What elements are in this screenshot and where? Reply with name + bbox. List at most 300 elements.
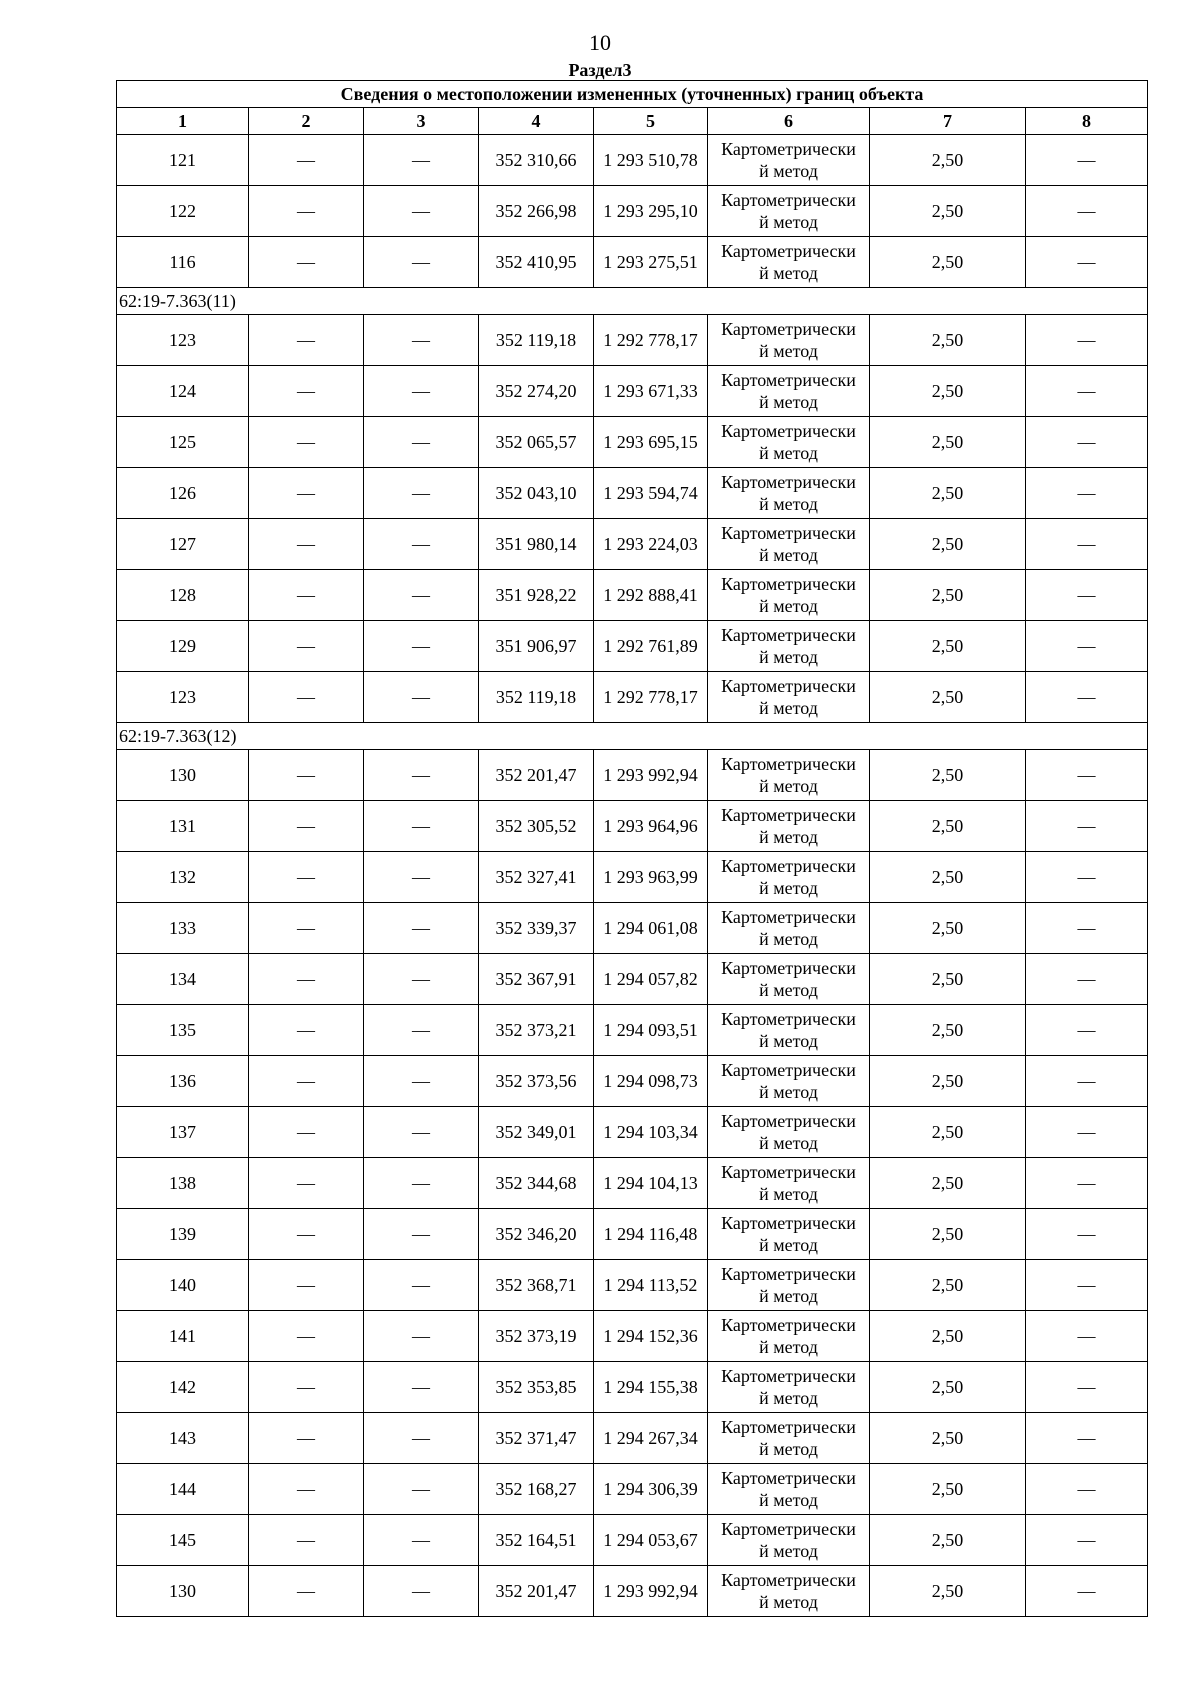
point-number-cell: 128 <box>117 570 249 621</box>
col8-cell: — <box>1026 1107 1148 1158</box>
method-line-2: й метод <box>759 1439 818 1459</box>
x-coordinate-cell: 351 980,14 <box>479 519 594 570</box>
col8-cell: — <box>1026 1158 1148 1209</box>
section-label: Раздел3 <box>568 60 632 80</box>
method-line-1: Картометрически <box>721 625 856 645</box>
method-cell <box>708 852 870 903</box>
method-line-1: Картометрически <box>721 1111 856 1131</box>
col3-cell: — <box>364 801 479 852</box>
y-coordinate-cell: 1 294 113,52 <box>594 1260 708 1311</box>
col2-cell: — <box>249 1413 364 1464</box>
y-coordinate-cell: 1 294 098,73 <box>594 1056 708 1107</box>
method-line-1: Картометрически <box>721 1366 856 1386</box>
y-coordinate-cell: 1 294 057,82 <box>594 954 708 1005</box>
method-line-1: Картометрически <box>721 754 856 774</box>
col2-cell: — <box>249 1056 364 1107</box>
col3-cell: — <box>364 186 479 237</box>
col2-cell: — <box>249 1209 364 1260</box>
col2-cell: — <box>249 1362 364 1413</box>
col2-cell: — <box>249 1158 364 1209</box>
method-line-2: й метод <box>759 980 818 1000</box>
point-number-cell: 131 <box>117 801 249 852</box>
method-cell <box>708 1413 870 1464</box>
col8-cell: — <box>1026 903 1148 954</box>
accuracy-cell: 2,50 <box>870 519 1026 570</box>
method-line-2: й метод <box>759 443 818 463</box>
method-line-1: Картометрически <box>721 1060 856 1080</box>
method-cell <box>708 1005 870 1056</box>
method-line-1: Картометрически <box>721 907 856 927</box>
column-number-2: 2 <box>249 108 364 135</box>
point-number-cell: 121 <box>117 135 249 186</box>
point-number-cell: 132 <box>117 852 249 903</box>
point-number-cell: 123 <box>117 315 249 366</box>
method-line-2: й метод <box>759 596 818 616</box>
method-line-2: й метод <box>759 263 818 283</box>
col3-cell: — <box>364 852 479 903</box>
method-line-1: Картометрически <box>721 523 856 543</box>
accuracy-cell: 2,50 <box>870 570 1026 621</box>
method-line-2: й метод <box>759 212 818 232</box>
method-line-1: Картометрически <box>721 139 856 159</box>
x-coordinate-cell: 352 367,91 <box>479 954 594 1005</box>
col8-cell: — <box>1026 1311 1148 1362</box>
x-coordinate-cell: 352 373,21 <box>479 1005 594 1056</box>
method-line-1: Картометрически <box>721 1162 856 1182</box>
x-coordinate-cell: 352 346,20 <box>479 1209 594 1260</box>
x-coordinate-cell: 351 928,22 <box>479 570 594 621</box>
col8-cell: — <box>1026 1260 1148 1311</box>
y-coordinate-cell: 1 292 778,17 <box>594 315 708 366</box>
method-cell <box>708 519 870 570</box>
accuracy-cell: 2,50 <box>870 1362 1026 1413</box>
group-header-row <box>117 723 1148 750</box>
col3-cell: — <box>364 135 479 186</box>
column-number-7: 7 <box>870 108 1026 135</box>
point-number-cell: 130 <box>117 1566 249 1617</box>
method-line-2: й метод <box>759 1337 818 1357</box>
col2-cell: — <box>249 417 364 468</box>
method-line-1: Картометрически <box>721 676 856 696</box>
method-line-2: й метод <box>759 1388 818 1408</box>
method-line-2: й метод <box>759 1082 818 1102</box>
col2-cell: — <box>249 621 364 672</box>
col3-cell: — <box>364 1362 479 1413</box>
method-line-1: Картометрически <box>721 319 856 339</box>
accuracy-cell: 2,50 <box>870 1515 1026 1566</box>
col8-cell: — <box>1026 1515 1148 1566</box>
x-coordinate-cell: 352 349,01 <box>479 1107 594 1158</box>
col8-cell: — <box>1026 237 1148 288</box>
method-line-2: й метод <box>759 161 818 181</box>
table-row <box>117 1158 1148 1209</box>
col2-cell: — <box>249 468 364 519</box>
col3-cell: — <box>364 750 479 801</box>
column-number-8: 8 <box>1026 108 1148 135</box>
method-line-1: Картометрически <box>721 1519 856 1539</box>
method-cell <box>708 1056 870 1107</box>
table-body <box>117 135 1148 1617</box>
point-number-cell: 137 <box>117 1107 249 1158</box>
method-line-2: й метод <box>759 1235 818 1255</box>
col2-cell: — <box>249 1311 364 1362</box>
accuracy-cell: 2,50 <box>870 1311 1026 1362</box>
col2-cell: — <box>249 570 364 621</box>
method-line-2: й метод <box>759 776 818 796</box>
col3-cell: — <box>364 1260 479 1311</box>
table-row <box>117 954 1148 1005</box>
col2-cell: — <box>249 1515 364 1566</box>
method-cell <box>708 366 870 417</box>
col2-cell: — <box>249 903 364 954</box>
col8-cell: — <box>1026 1056 1148 1107</box>
table-row <box>117 135 1148 186</box>
method-cell <box>708 315 870 366</box>
x-coordinate-cell: 352 371,47 <box>479 1413 594 1464</box>
col8-cell: — <box>1026 1566 1148 1617</box>
table-row <box>117 621 1148 672</box>
x-coordinate-cell: 352 065,57 <box>479 417 594 468</box>
col3-cell: — <box>364 519 479 570</box>
x-coordinate-cell: 352 410,95 <box>479 237 594 288</box>
col8-cell: — <box>1026 801 1148 852</box>
y-coordinate-cell: 1 293 275,51 <box>594 237 708 288</box>
accuracy-cell: 2,50 <box>870 672 1026 723</box>
method-line-2: й метод <box>759 494 818 514</box>
accuracy-cell: 2,50 <box>870 750 1026 801</box>
x-coordinate-cell: 352 119,18 <box>479 672 594 723</box>
accuracy-cell: 2,50 <box>870 852 1026 903</box>
y-coordinate-cell: 1 293 224,03 <box>594 519 708 570</box>
accuracy-cell: 2,50 <box>870 468 1026 519</box>
col2-cell: — <box>249 237 364 288</box>
col2-cell: — <box>249 186 364 237</box>
col3-cell: — <box>364 1056 479 1107</box>
x-coordinate-cell: 352 373,19 <box>479 1311 594 1362</box>
point-number-cell: 142 <box>117 1362 249 1413</box>
y-coordinate-cell: 1 293 963,99 <box>594 852 708 903</box>
method-cell <box>708 1209 870 1260</box>
method-line-1: Картометрически <box>721 370 856 390</box>
x-coordinate-cell: 352 168,27 <box>479 1464 594 1515</box>
method-cell <box>708 1515 870 1566</box>
method-cell <box>708 1107 870 1158</box>
method-line-1: Картометрически <box>721 1264 856 1284</box>
point-number-cell: 133 <box>117 903 249 954</box>
method-cell <box>708 672 870 723</box>
y-coordinate-cell: 1 294 152,36 <box>594 1311 708 1362</box>
col8-cell: — <box>1026 417 1148 468</box>
col3-cell: — <box>364 1158 479 1209</box>
method-cell <box>708 1464 870 1515</box>
col8-cell: — <box>1026 468 1148 519</box>
accuracy-cell: 2,50 <box>870 621 1026 672</box>
accuracy-cell: 2,50 <box>870 1107 1026 1158</box>
col2-cell: — <box>249 315 364 366</box>
y-coordinate-cell: 1 293 992,94 <box>594 1566 708 1617</box>
x-coordinate-cell: 352 353,85 <box>479 1362 594 1413</box>
col8-cell: — <box>1026 672 1148 723</box>
method-cell <box>708 1566 870 1617</box>
col3-cell: — <box>364 570 479 621</box>
method-line-2: й метод <box>759 647 818 667</box>
table-row <box>117 417 1148 468</box>
y-coordinate-cell: 1 294 116,48 <box>594 1209 708 1260</box>
accuracy-cell: 2,50 <box>870 1158 1026 1209</box>
col8-cell: — <box>1026 570 1148 621</box>
accuracy-cell: 2,50 <box>870 1209 1026 1260</box>
col3-cell: — <box>364 621 479 672</box>
col3-cell: — <box>364 672 479 723</box>
table-row <box>117 237 1148 288</box>
y-coordinate-cell: 1 294 267,34 <box>594 1413 708 1464</box>
method-line-2: й метод <box>759 1592 818 1612</box>
col2-cell: — <box>249 801 364 852</box>
method-cell <box>708 468 870 519</box>
method-line-1: Картометрически <box>721 1468 856 1488</box>
col8-cell: — <box>1026 1005 1148 1056</box>
x-coordinate-cell: 352 266,98 <box>479 186 594 237</box>
method-cell <box>708 1311 870 1362</box>
method-cell <box>708 1362 870 1413</box>
col2-cell: — <box>249 750 364 801</box>
table-row <box>117 1005 1148 1056</box>
col2-cell: — <box>249 1464 364 1515</box>
method-cell <box>708 417 870 468</box>
method-cell <box>708 135 870 186</box>
col3-cell: — <box>364 315 479 366</box>
col8-cell: — <box>1026 954 1148 1005</box>
col3-cell: — <box>364 237 479 288</box>
accuracy-cell: 2,50 <box>870 1056 1026 1107</box>
table-row <box>117 852 1148 903</box>
col8-cell: — <box>1026 366 1148 417</box>
point-number-cell: 136 <box>117 1056 249 1107</box>
col3-cell: — <box>364 1005 479 1056</box>
col3-cell: — <box>364 1566 479 1617</box>
table-row <box>117 468 1148 519</box>
method-line-1: Картометрически <box>721 190 856 210</box>
col2-cell: — <box>249 1260 364 1311</box>
method-line-2: й метод <box>759 1490 818 1510</box>
method-line-2: й метод <box>759 1133 818 1153</box>
point-number-cell: 138 <box>117 1158 249 1209</box>
method-line-2: й метод <box>759 1031 818 1051</box>
y-coordinate-cell: 1 293 671,33 <box>594 366 708 417</box>
table-row <box>117 1362 1148 1413</box>
x-coordinate-cell: 352 201,47 <box>479 1566 594 1617</box>
accuracy-cell: 2,50 <box>870 417 1026 468</box>
column-number-4: 4 <box>479 108 594 135</box>
point-number-cell: 125 <box>117 417 249 468</box>
table-row <box>117 1515 1148 1566</box>
table-row <box>117 1311 1148 1362</box>
col2-cell: — <box>249 135 364 186</box>
method-line-2: й метод <box>759 698 818 718</box>
accuracy-cell: 2,50 <box>870 366 1026 417</box>
table-row <box>117 1107 1148 1158</box>
point-number-cell: 145 <box>117 1515 249 1566</box>
col2-cell: — <box>249 1566 364 1617</box>
col8-cell: — <box>1026 519 1148 570</box>
point-number-cell: 134 <box>117 954 249 1005</box>
method-line-2: й метод <box>759 878 818 898</box>
table-row <box>117 186 1148 237</box>
x-coordinate-cell: 352 368,71 <box>479 1260 594 1311</box>
y-coordinate-cell: 1 294 061,08 <box>594 903 708 954</box>
table-row <box>117 315 1148 366</box>
method-line-2: й метод <box>759 341 818 361</box>
col8-cell: — <box>1026 1413 1148 1464</box>
y-coordinate-cell: 1 293 695,15 <box>594 417 708 468</box>
y-coordinate-cell: 1 294 155,38 <box>594 1362 708 1413</box>
y-coordinate-cell: 1 293 594,74 <box>594 468 708 519</box>
col3-cell: — <box>364 1413 479 1464</box>
method-line-1: Картометрически <box>721 1213 856 1233</box>
method-cell <box>708 750 870 801</box>
y-coordinate-cell: 1 294 053,67 <box>594 1515 708 1566</box>
method-cell <box>708 621 870 672</box>
accuracy-cell: 2,50 <box>870 1464 1026 1515</box>
col2-cell: — <box>249 519 364 570</box>
method-line-2: й метод <box>759 827 818 847</box>
x-coordinate-cell: 352 327,41 <box>479 852 594 903</box>
point-number-cell: 122 <box>117 186 249 237</box>
table-row <box>117 801 1148 852</box>
point-number-cell: 123 <box>117 672 249 723</box>
x-coordinate-cell: 352 305,52 <box>479 801 594 852</box>
method-line-1: Картометрически <box>721 1315 856 1335</box>
method-line-1: Картометрически <box>721 856 856 876</box>
column-number-5: 5 <box>594 108 708 135</box>
x-coordinate-cell: 352 344,68 <box>479 1158 594 1209</box>
method-line-2: й метод <box>759 1286 818 1306</box>
col8-cell: — <box>1026 852 1148 903</box>
y-coordinate-cell: 1 294 306,39 <box>594 1464 708 1515</box>
col8-cell: — <box>1026 186 1148 237</box>
col8-cell: — <box>1026 1464 1148 1515</box>
method-cell <box>708 1260 870 1311</box>
x-coordinate-cell: 352 201,47 <box>479 750 594 801</box>
table-row <box>117 1413 1148 1464</box>
y-coordinate-cell: 1 294 104,13 <box>594 1158 708 1209</box>
x-coordinate-cell: 352 164,51 <box>479 1515 594 1566</box>
col3-cell: — <box>364 366 479 417</box>
x-coordinate-cell: 352 373,56 <box>479 1056 594 1107</box>
table-row <box>117 1566 1148 1617</box>
col3-cell: — <box>364 954 479 1005</box>
y-coordinate-cell: 1 293 992,94 <box>594 750 708 801</box>
point-number-cell: 130 <box>117 750 249 801</box>
y-coordinate-cell: 1 292 888,41 <box>594 570 708 621</box>
accuracy-cell: 2,50 <box>870 1566 1026 1617</box>
method-line-1: Картометрически <box>721 805 856 825</box>
point-number-cell: 126 <box>117 468 249 519</box>
method-cell <box>708 903 870 954</box>
y-coordinate-cell: 1 294 103,34 <box>594 1107 708 1158</box>
point-number-cell: 116 <box>117 237 249 288</box>
col8-cell: — <box>1026 621 1148 672</box>
method-cell <box>708 1158 870 1209</box>
y-coordinate-cell: 1 293 295,10 <box>594 186 708 237</box>
point-number-cell: 135 <box>117 1005 249 1056</box>
method-line-2: й метод <box>759 545 818 565</box>
table-row <box>117 672 1148 723</box>
y-coordinate-cell: 1 294 093,51 <box>594 1005 708 1056</box>
col8-cell: — <box>1026 315 1148 366</box>
table-row <box>117 1464 1148 1515</box>
accuracy-cell: 2,50 <box>870 954 1026 1005</box>
point-number-cell: 140 <box>117 1260 249 1311</box>
accuracy-cell: 2,50 <box>870 801 1026 852</box>
y-coordinate-cell: 1 293 510,78 <box>594 135 708 186</box>
col3-cell: — <box>364 1209 479 1260</box>
accuracy-cell: 2,50 <box>870 315 1026 366</box>
table-row <box>117 570 1148 621</box>
table-row <box>117 1209 1148 1260</box>
method-line-1: Картометрически <box>721 241 856 261</box>
method-cell <box>708 570 870 621</box>
x-coordinate-cell: 351 906,97 <box>479 621 594 672</box>
y-coordinate-cell: 1 292 778,17 <box>594 672 708 723</box>
method-cell <box>708 186 870 237</box>
table-title: Сведения о местоположении измененных (уточненных) границ объекта <box>117 81 1148 108</box>
point-number-cell: 141 <box>117 1311 249 1362</box>
method-line-1: Картометрически <box>721 472 856 492</box>
point-number-cell: 127 <box>117 519 249 570</box>
col2-cell: — <box>249 366 364 417</box>
accuracy-cell: 2,50 <box>870 1005 1026 1056</box>
boundary-coordinates-table <box>116 80 1148 1617</box>
method-line-1: Картометрически <box>721 1009 856 1029</box>
col8-cell: — <box>1026 750 1148 801</box>
accuracy-cell: 2,50 <box>870 186 1026 237</box>
column-number-6: 6 <box>708 108 870 135</box>
method-line-2: й метод <box>759 1541 818 1561</box>
accuracy-cell: 2,50 <box>870 237 1026 288</box>
point-number-cell: 144 <box>117 1464 249 1515</box>
method-line-1: Картометрически <box>721 421 856 441</box>
table-row <box>117 1260 1148 1311</box>
col2-cell: — <box>249 954 364 1005</box>
x-coordinate-cell: 352 310,66 <box>479 135 594 186</box>
method-line-2: й метод <box>759 1184 818 1204</box>
method-line-1: Картометрически <box>721 574 856 594</box>
accuracy-cell: 2,50 <box>870 135 1026 186</box>
point-number-cell: 143 <box>117 1413 249 1464</box>
method-cell <box>708 237 870 288</box>
col8-cell: — <box>1026 1209 1148 1260</box>
col3-cell: — <box>364 903 479 954</box>
group-label: 62:19-7.363(11) <box>117 288 1148 315</box>
col2-cell: — <box>249 852 364 903</box>
column-number-3: 3 <box>364 108 479 135</box>
accuracy-cell: 2,50 <box>870 1260 1026 1311</box>
table-row <box>117 366 1148 417</box>
method-line-1: Картометрически <box>721 1417 856 1437</box>
table-row <box>117 519 1148 570</box>
table-row <box>117 750 1148 801</box>
x-coordinate-cell: 352 119,18 <box>479 315 594 366</box>
method-line-2: й метод <box>759 392 818 412</box>
table-row <box>117 903 1148 954</box>
method-line-1: Картометрически <box>721 958 856 978</box>
col8-cell: — <box>1026 135 1148 186</box>
x-coordinate-cell: 352 339,37 <box>479 903 594 954</box>
group-header-row <box>117 288 1148 315</box>
table-row <box>117 1056 1148 1107</box>
col3-cell: — <box>364 1311 479 1362</box>
